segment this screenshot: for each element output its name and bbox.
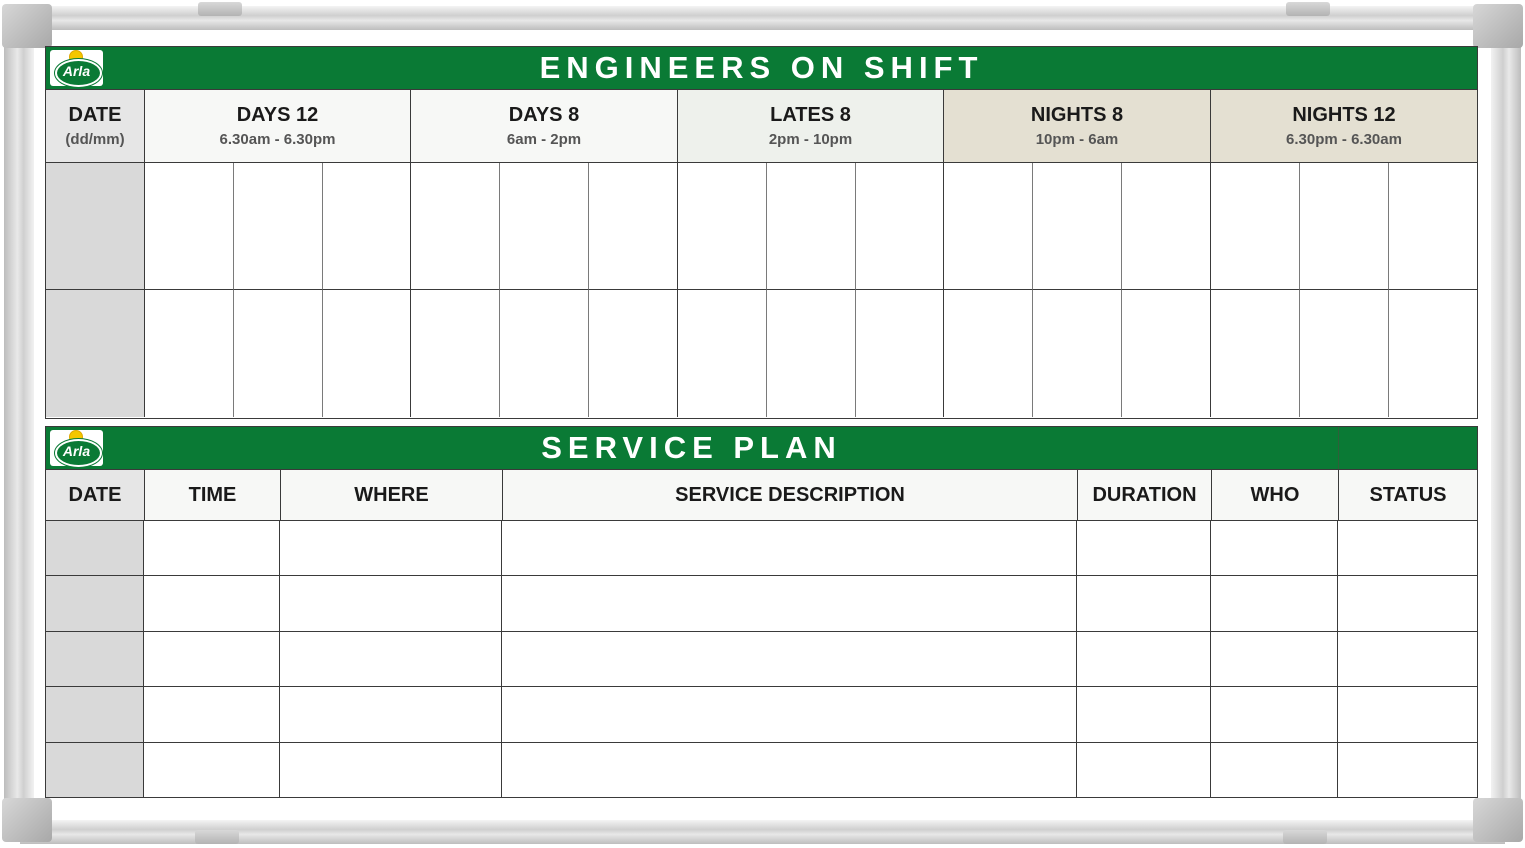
shift-slot[interactable]: [145, 163, 234, 290]
service-time-header: [145, 470, 281, 521]
shift-col-label: NIGHTS 8: [1030, 104, 1124, 126]
service-status-cell[interactable]: [1338, 632, 1478, 687]
shift-slot[interactable]: [944, 163, 1033, 290]
service-date-header: [46, 470, 145, 521]
shift-col-hours: 6.30am - 6.30pm: [219, 131, 336, 148]
frame-right-rail: [1491, 14, 1521, 834]
service-date-cell[interactable]: [45, 521, 144, 576]
service-duration-cell[interactable]: [1077, 687, 1211, 743]
service-where-cell[interactable]: [280, 743, 502, 798]
shift-date-cell[interactable]: [46, 290, 145, 417]
shift-slot[interactable]: [234, 290, 323, 417]
service-date-cell[interactable]: [45, 743, 144, 798]
shift-date-format: (dd/mm): [65, 131, 125, 148]
service-who-cell[interactable]: [1211, 521, 1338, 576]
service-time-cell[interactable]: [144, 743, 280, 798]
arla-logo-icon: Arla: [50, 50, 103, 86]
shift-slot[interactable]: [678, 290, 767, 417]
service-status-cell[interactable]: [1338, 521, 1478, 576]
shift-col-days-12: [145, 90, 411, 163]
shift-slot[interactable]: [767, 163, 856, 290]
shift-slot[interactable]: [411, 290, 500, 417]
shift-title-bar: [45, 46, 1478, 90]
shift-slot[interactable]: [1122, 163, 1211, 290]
shift-slot[interactable]: [1389, 290, 1477, 417]
shift-col-hours: 6am - 2pm: [506, 131, 582, 148]
service-status-cell[interactable]: [1338, 743, 1478, 798]
shift-slot[interactable]: [1033, 290, 1122, 417]
service-status-cell[interactable]: [1338, 576, 1478, 632]
service-description-cell[interactable]: [502, 687, 1077, 743]
shift-col-hours: 10pm - 6am: [1035, 131, 1119, 148]
service-header-label: SERVICE DESCRIPTION: [675, 484, 905, 506]
engineers-on-shift-panel: [45, 46, 1478, 419]
shift-col-label: NIGHTS 12: [1292, 104, 1396, 126]
service-header-label: STATUS: [1369, 484, 1447, 506]
service-description-header: [503, 470, 1078, 521]
service-where-cell[interactable]: [280, 687, 502, 743]
service-who-cell[interactable]: [1211, 632, 1338, 687]
arla-logo-icon: Arla: [50, 430, 103, 466]
service-duration-cell[interactable]: [1077, 576, 1211, 632]
shift-slot[interactable]: [856, 163, 944, 290]
service-description-cell[interactable]: [502, 632, 1077, 687]
shift-slot[interactable]: [678, 163, 767, 290]
title-divider: [1338, 427, 1339, 469]
frame-corner: [1473, 4, 1523, 48]
shift-slot[interactable]: [944, 290, 1033, 417]
shift-date-label: DATE: [68, 104, 122, 126]
shift-slot[interactable]: [1300, 163, 1389, 290]
shift-title: ENGINEERS ON SHIFT: [539, 50, 984, 85]
service-where-header: [281, 470, 503, 521]
service-date-cell[interactable]: [45, 687, 144, 743]
service-date-cell[interactable]: [45, 576, 144, 632]
frame-clip: [1283, 830, 1327, 844]
shift-slot[interactable]: [1211, 163, 1300, 290]
service-duration-header: [1078, 470, 1212, 521]
shift-col-lates-8: [678, 90, 944, 163]
shift-slot[interactable]: [500, 163, 589, 290]
shift-slot[interactable]: [1211, 290, 1300, 417]
service-time-cell[interactable]: [144, 632, 280, 687]
service-time-cell[interactable]: [144, 576, 280, 632]
shift-date-cell[interactable]: [46, 163, 145, 290]
frame-corner: [1473, 798, 1523, 842]
shift-col-label: LATES 8: [770, 104, 851, 126]
shift-slot[interactable]: [145, 290, 234, 417]
shift-slot[interactable]: [234, 163, 323, 290]
shift-slot[interactable]: [411, 163, 500, 290]
service-duration-cell[interactable]: [1077, 632, 1211, 687]
service-where-cell[interactable]: [280, 521, 502, 576]
frame-corner: [2, 4, 52, 48]
shift-slot[interactable]: [856, 290, 944, 417]
service-description-cell[interactable]: [502, 743, 1077, 798]
service-description-cell[interactable]: [502, 576, 1077, 632]
service-header-label: DURATION: [1092, 484, 1197, 506]
shift-col-hours: 6.30pm - 6.30am: [1286, 131, 1402, 148]
shift-col-label: DAYS 8: [508, 104, 580, 126]
service-title: SERVICE PLAN: [541, 430, 842, 465]
service-who-cell[interactable]: [1211, 687, 1338, 743]
service-who-header: [1212, 470, 1339, 521]
shift-slot[interactable]: [767, 290, 856, 417]
shift-slot[interactable]: [1389, 163, 1477, 290]
shift-slot[interactable]: [500, 290, 589, 417]
frame-clip: [198, 2, 242, 16]
service-duration-cell[interactable]: [1077, 521, 1211, 576]
service-date-cell[interactable]: [45, 632, 144, 687]
service-duration-cell[interactable]: [1077, 743, 1211, 798]
service-rows: [45, 521, 1478, 798]
service-time-cell[interactable]: [144, 687, 280, 743]
frame-clip: [1286, 2, 1330, 16]
service-header-label: WHERE: [354, 484, 429, 506]
service-status-header: [1339, 470, 1477, 521]
service-where-cell[interactable]: [280, 632, 502, 687]
frame-left-rail: [4, 14, 34, 834]
service-who-cell[interactable]: [1211, 576, 1338, 632]
shift-slot[interactable]: [323, 290, 411, 417]
frame-clip: [195, 830, 239, 844]
shift-slot[interactable]: [1122, 290, 1211, 417]
service-description-cell[interactable]: [502, 521, 1077, 576]
shift-slot[interactable]: [589, 163, 678, 290]
shift-grid: [45, 90, 1478, 419]
shift-slot[interactable]: [1300, 290, 1389, 417]
shift-slot[interactable]: [323, 163, 411, 290]
service-header-label: DATE: [68, 484, 122, 506]
shift-col-nights-12: [1211, 90, 1477, 163]
shift-slot[interactable]: [589, 290, 678, 417]
shift-col-nights-8: [944, 90, 1211, 163]
service-status-cell[interactable]: [1338, 687, 1478, 743]
service-header-label: WHO: [1250, 484, 1300, 506]
shift-date-header: [46, 90, 145, 163]
service-header-label: TIME: [188, 484, 237, 506]
shift-slot[interactable]: [1033, 163, 1122, 290]
service-title-bar: [45, 426, 1478, 470]
frame-corner: [2, 798, 52, 842]
shift-col-hours: 2pm - 10pm: [768, 131, 853, 148]
frame-top-rail: [20, 6, 1505, 30]
shift-col-label: DAYS 12: [236, 104, 319, 126]
service-time-cell[interactable]: [144, 521, 280, 576]
shift-col-days-8: [411, 90, 678, 163]
service-who-cell[interactable]: [1211, 743, 1338, 798]
service-where-cell[interactable]: [280, 576, 502, 632]
